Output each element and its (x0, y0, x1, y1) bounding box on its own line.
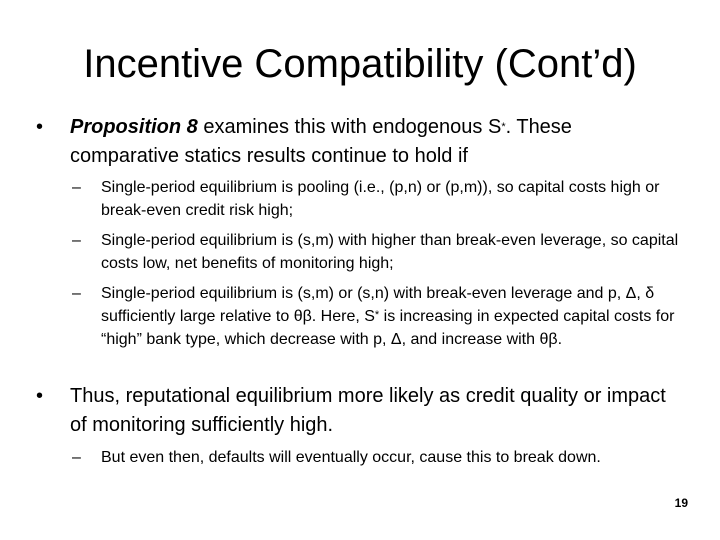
superscript-star: * (501, 121, 506, 133)
bullet-marker: • (36, 385, 44, 407)
bullet-reputational (36, 382, 680, 440)
slide-title: Incentive Compatibility (Cont’d) (83, 42, 637, 86)
sub-bullet-pooling (72, 176, 691, 222)
bullet-marker: • (36, 116, 44, 138)
sub-bullet-marker: – (72, 449, 81, 466)
sub-bullet-text-continued: is increasing in expected capital costs for “high” bank type, which decrease with p, Δ, and increase with θβ. (101, 308, 675, 348)
sub-bullet-text: Single-period equilibrium is pooling (i.e., (p,n) or (p,m)), so capital costs high or break-even credit risk high; (101, 179, 660, 219)
superscript-star: * (374, 309, 380, 321)
sub-bullet-marker: – (72, 232, 81, 249)
sub-bullet-defaults (72, 446, 691, 469)
bullet-proposition (36, 113, 680, 171)
bullet-text-continued: . These comparative statics results continue to hold if (70, 116, 572, 167)
sub-bullet-marker: – (72, 179, 81, 196)
sub-bullet-marker: – (72, 285, 81, 302)
proposition-label: Proposition 8 (70, 116, 198, 138)
sub-bullet-text: Single-period equilibrium is (s,m) or (s,n) with break-even leverage and p, Δ, δ sufficiently large relative to θβ. Here, S (101, 285, 655, 325)
sub-bullet-text: But even then, defaults will eventually occur, cause this to break down. (101, 449, 601, 466)
bullet-text: Thus, reputational equilibrium more likely as credit quality or impact of monitoring sufficiently high. (70, 385, 666, 436)
bullet-text: examines this with endogenous S (197, 116, 502, 138)
sub-bullet-text: Single-period equilibrium is (s,m) with higher than break-even leverage, so capital costs low, net benefits of monitoring high; (101, 232, 679, 272)
page-number: 19 (674, 496, 688, 510)
sub-bullet-sm-leverage (72, 229, 691, 275)
sub-bullet-break-even (72, 282, 691, 351)
